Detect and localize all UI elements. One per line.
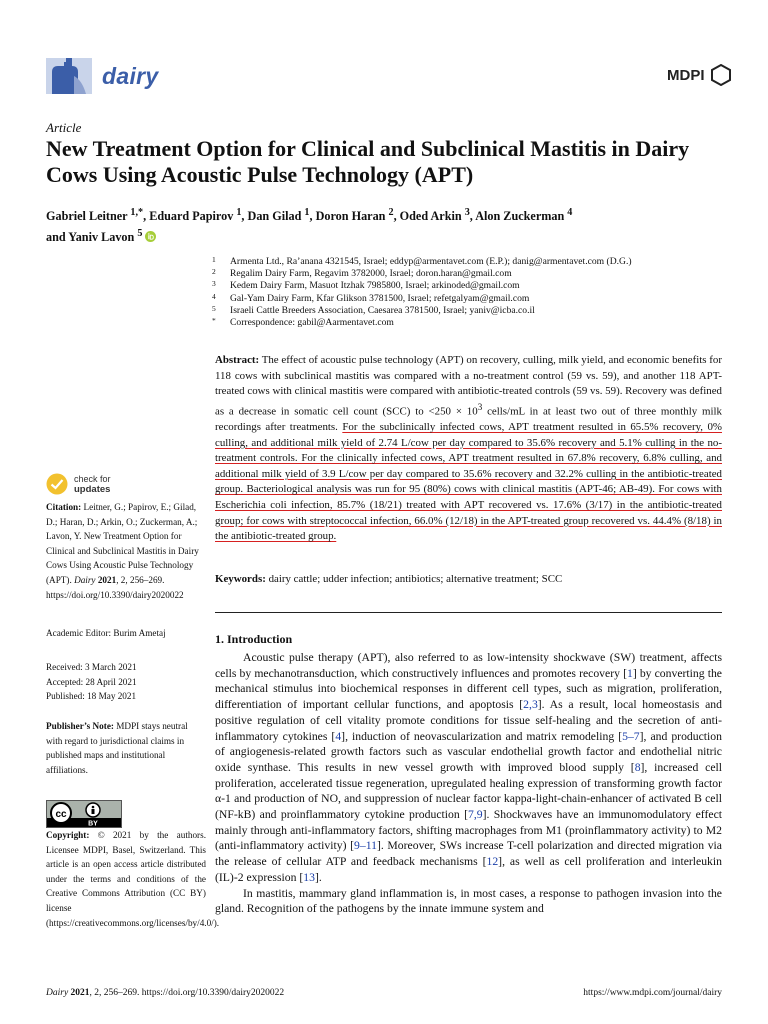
author-affiliation-mark: 4 xyxy=(567,207,573,218)
cc-by-text: BY xyxy=(88,820,98,827)
published-date: Published: 18 May 2021 xyxy=(46,691,137,702)
author-list: Gabriel Leitner $^{1,*}$, Eduard Papirov $^1$, Dan Gilad $^1$, Doron Haran $^2$, Oded Arkin $^3$, Alon Zuckerman $^4$ and Yaniv Lavon $^5$ xyxy=(46,207,573,245)
orcid-icon[interactable] xyxy=(145,231,156,242)
affiliation-list xyxy=(212,256,732,329)
check-label: check for xyxy=(74,473,111,484)
mdpi-hexagon-icon xyxy=(711,64,731,86)
abstract-label: Abstract: xyxy=(215,354,260,366)
author-name: Alon Zuckerman xyxy=(475,209,565,224)
affiliation-item: 3 Kedem Dairy Farm, Masuot Itzhak 7985800, Israel; arkinoded@gmail.com xyxy=(212,279,520,292)
check-updates-icon xyxy=(46,473,68,495)
reference-link[interactable]: 13 xyxy=(303,870,315,884)
author-name: Yaniv Lavon xyxy=(68,230,135,245)
reference-link[interactable]: 1 xyxy=(626,666,633,680)
cc-by-license-badge[interactable] xyxy=(46,800,122,828)
author-name: Gabriel Leitner xyxy=(46,209,128,224)
affiliation-item: 2 Regalim Dairy Farm, Regavim 3782000, Israel; doron.haran@gmail.com xyxy=(212,267,512,280)
section-divider xyxy=(215,612,722,613)
keywords-text: dairy cattle; udder infection; antibiotics; alternative treatment; SCC xyxy=(268,573,563,585)
updates-label: updates xyxy=(74,483,111,495)
copyright-notice: Copyright: © 2021 by the authors. Licensee MDPI, Basel, Switzerland. This article is an open access article distributed under the terms and conditions of the Creative Commons Attribution (CC BY) license (https://creativecommons.org/licenses/by/4.0/). xyxy=(46,830,220,928)
affiliation-item: 4 Gal-Yam Dairy Farm, Kfar Glikson 3781500, Israel; refetgalyam@gmail.com xyxy=(212,291,530,304)
author-affiliation-mark: 1 xyxy=(304,207,310,218)
paragraph: Acoustic pulse therapy (APT), also referred to as low-intensity shockwave (SW) treatment, affects cells by mechanotransduction, which constructively influences and promotes recovery [1] by converting the mechanical stimulus into biochemical responses in different cell types, such as migration, proliferation, differentiation of important cellular functions, and apoptosis [2,3]. As a result, local homeostasis and positive regulation of cell vitality promote conditions for tissue self-healing and the secretion of anti-inflammatory cytokines [4], induction of neovascularization and matrix remodeling [5–7], and production of angiogenesis-related growth factors such as vascular endothelial growth factor and endothelial nitric oxide synthase. This results in new vessel growth with improved blood supply [8], increased cell proliferation, accelerated tissue regeneration, upregulated healing expression of transforming growth factor α-1 and production of NO, and suppression of nuclear factor kappa-light-chain-enhancer of activated B cell (NF-kB) and proinflammatory cytokine production [7,9]. Shockwaves have an immunomodulatory effect mainly through anti-inflammatory factors, shifting macrophages from M1 (proinflammatory activity) to M2 (anti-inflammatory activity) [9–11]. Moreover, SWs increase T-cell polarization and directed migration via the release of cellular ATP and feedback mechanisms [12], as well as cell proliferation and interleukin (IL)-2 expression [13]. xyxy=(215,651,723,884)
accepted-date: Accepted: 28 April 2021 xyxy=(46,676,137,687)
author-name: Dan Gilad xyxy=(247,209,302,224)
reference-link[interactable]: 12 xyxy=(486,855,499,869)
journal-logo-icon xyxy=(46,58,92,94)
author-affiliation-mark: 1 xyxy=(236,207,242,218)
correspondence: * Correspondence: gabil@Aarmentavet.com xyxy=(212,316,394,329)
paragraph: In mastitis, mammary gland inflammation is, in most cases, a response to pathogen invasion into the gland. Recognition of the pathogens by the innate immune system and xyxy=(215,886,722,916)
introduction-text xyxy=(215,650,722,917)
journal-url-link[interactable]: https://www.mdpi.com/journal/dairy xyxy=(583,988,722,998)
journal-name: dairy xyxy=(102,62,159,89)
publisher-logo[interactable] xyxy=(667,64,731,86)
keywords xyxy=(215,573,722,585)
abstract: Abstract: The effect of acoustic pulse technology (APT) on recovery, culling, milk yield, and economic benefits for 118 cows with subclinical mastitis was compared with a no-treatment control (59 vs. 59), and another 118 APT-treated cows with clinical mastitis were compared with antibiotic-treated controls (59 vs. 59). Recovery was defined as a decrease in somatic cell count (SCC) to $<250 \times 10^3$ cells/mL in at least two out of three monthly milk recordings after treatments. For the subclinically infected cows, APT treatment resulted in 65.5% recovery, 0% culling, and additional milk yield of 2.74 L/cow per day compared to 35.6% recovery and 5.1% culling in the no-treatment controls. For the clinically infected cows, APT treatment resulted in 67.8% recovery, 6.8% culling, and additional milk yield of 3.9 L/cow per day compared to 35.6% recovery and 32.2% culling in the antibiotic-treated group. Bacteriological analysis was run for 95 (80%) cows with clinical mastitis (APT-46; AB-49). For cows with Escherichia coli infection, 85.7% (18/21) treated with APT recovered vs. 17.6% (3/17) in the antibiotic-treated group; for cows with streptococcal infection, 66.0% (12/18) in the APT-treated group recovered vs. 44.4% (8/18) in the antibiotic-treated group. xyxy=(215,354,722,543)
author-affiliation-mark: 5 xyxy=(137,228,143,240)
creative-commons-icon xyxy=(47,801,121,827)
reference-link[interactable]: 5–7 xyxy=(622,729,640,743)
citation-block: Citation: Leitner, G.; Papirov, E.; Gilad, D.; Haran, D.; Arkin, O.; Zuckerman, A.; Lavon, Y. New Treatment Option for Clinical and Subclinical Mastitis in Dairy Cows Using Acoustic Pulse Technology (APT). Dairy 2021, 2, 256–269. https://doi.org/10.3390/dairy2020022 xyxy=(46,502,199,600)
abstract-highlighted-text: For the subclinically infected cows, APT treatment resulted in 65.5% recovery, 0% culling, and additional milk yield of 2.74 L/cow per day compared to 35.6% recovery and 5.1% culling in the no-treatment controls. For the clinically infected cows, APT treatment resulted in 67.8% recovery, 6.8% culling, and additional milk yield of 3.9 L/cow per day compared to 35.6% recovery and 32.2% culling in the antibiotic-treated group. Bacteriological analysis was run for 95 (80%) cows with clinical mastitis (APT-46; AB-49). For cows with Escherichia coli infection, 85.7% (18/21) treated with APT recovered vs. 17.6% (3/17) in the antibiotic-treated group; for cows with streptococcal infection, 66.0% (12/18) in the APT-treated group recovered vs. 44.4% (8/18) in the antibiotic-treated group. xyxy=(215,421,722,543)
svg-text:cc: cc xyxy=(55,809,67,820)
received-date: Received: 3 March 2021 xyxy=(46,662,137,672)
publisher-name: MDPI xyxy=(667,66,705,84)
section-heading: 1. Introduction xyxy=(215,632,293,646)
check-for-updates-button[interactable] xyxy=(46,473,111,495)
author-affiliation-mark: 1,* xyxy=(130,207,144,218)
footer-citation: Dairy 2021, 2, 256–269. https://doi.org/10.3390/dairy2020022 xyxy=(46,988,285,998)
author-name: Oded Arkin xyxy=(399,209,462,224)
journal-logo[interactable] xyxy=(46,58,158,94)
publisher-note: Publisher’s Note: MDPI stays neutral with regard to jurisdictional claims in published maps and institutional affiliations. xyxy=(46,721,188,775)
keywords-label: Keywords: xyxy=(215,573,266,585)
reference-link[interactable]: 8 xyxy=(634,760,641,774)
author-name: Eduard Papirov xyxy=(149,209,234,224)
reference-link[interactable]: 9–11 xyxy=(354,839,377,853)
affiliation-item: 5 Israeli Cattle Breeders Association, Caesarea 3781500, Israel; yaniv@icba.co.il xyxy=(212,303,535,316)
author-affiliation-mark: 3 xyxy=(464,207,470,218)
reference-link[interactable]: 2,3 xyxy=(523,698,538,712)
reference-link[interactable]: 7,9 xyxy=(467,808,483,822)
author-name: Doron Haran xyxy=(315,209,386,224)
publication-dates xyxy=(46,660,206,704)
article-title: New Treatment Option for Clinical and Subclinical Mastitis in Dairy Cows Using Acoustic Pulse Technology (APT) xyxy=(46,136,690,187)
reference-link[interactable]: 4 xyxy=(335,729,342,743)
article-type: Article xyxy=(46,120,82,135)
author-affiliation-mark: 2 xyxy=(388,207,394,218)
abstract-text: The effect of acoustic pulse technology (APT) on recovery, culling, milk yield, and economic benefits for 118 cows with subclinical mastitis was compared with a no-treatment control (59 vs. 59), and another 118 APT-treated cows with clinical mastitis were compared with antibiotic-treated controls (59 vs. 59). Recovery was defined as a decrease in somatic cell count (SCC) to <250 × 10 xyxy=(215,354,722,418)
academic-editor: Academic Editor: Burim Ametaj xyxy=(46,628,166,638)
affiliation-item: 1 Armenta Ltd., Ra’anana 4321545, Israel; eddyp@armentavet.com (E.P.); danig@armentavet.com (D.G.) xyxy=(212,255,632,267)
